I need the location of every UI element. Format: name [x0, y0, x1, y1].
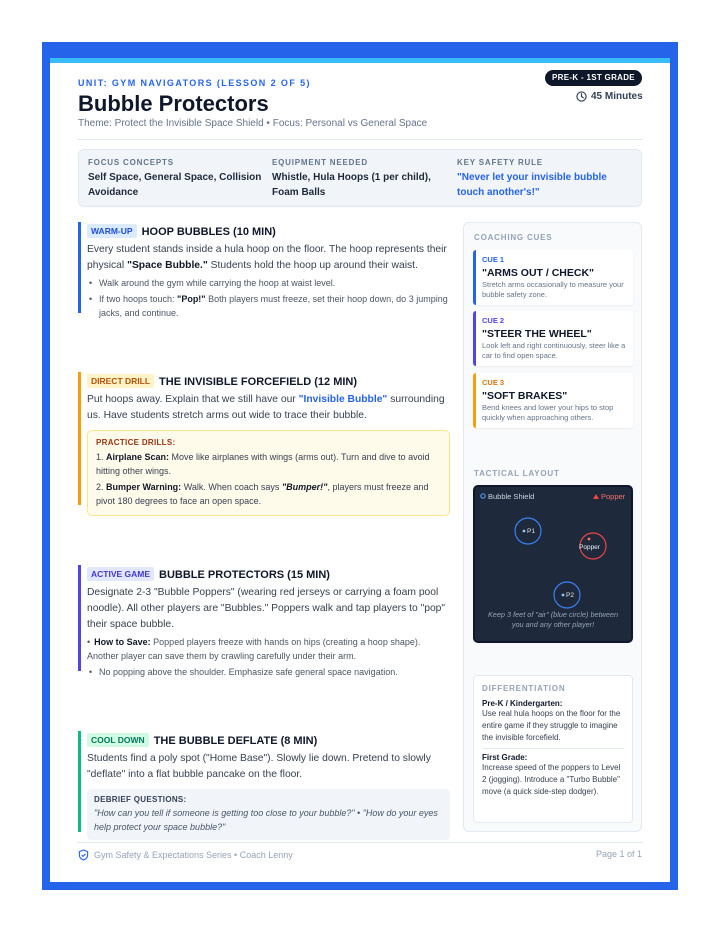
page-number: Page 1 of 1 — [595, 849, 642, 859]
game-text: Designate 2-3 "Bubble Poppers" (wearing red jerseys or carrying a foam pool noodle). All other players are "Bubbles." Poppers walk and tap players to "pop" their space bubble. — [87, 587, 446, 630]
clock-icon — [576, 91, 587, 102]
drill-tag: DIRECT DRILL — [87, 374, 154, 388]
p1-label: P1 — [527, 528, 535, 535]
warmup-text — [87, 242, 450, 274]
page-title: Bubble Protectors — [78, 91, 269, 116]
equipment-label: EQUIPMENT NEEDED — [272, 158, 368, 167]
popper-dot — [588, 538, 591, 541]
game-section — [78, 565, 450, 679]
cue-card-2 — [473, 311, 633, 366]
diff-first-head: First Grade: — [482, 753, 528, 762]
list-item: • If two hoops touch: "Pop!" Both players must freeze, set their hoop down, do 3 jumping jacks, and continue. — [89, 294, 448, 318]
focus-label: FOCUS CONCEPTS — [88, 158, 174, 167]
shield-check-icon — [78, 849, 89, 861]
legend-bubble-shield: Bubble Shield — [488, 492, 535, 501]
list-item: • How to Save: Popped players freeze with hands on hips (creating a hoop shape). Another player can save them by crawling carefully under their arm. — [87, 637, 421, 661]
safety-label: KEY SAFETY RULE — [457, 158, 543, 167]
cue-description: Stretch arms occasionally to measure your bubble safety zone. — [482, 280, 624, 299]
map-caption: Keep 3 feet of "air" (blue circle) between you and any other player! — [487, 610, 619, 629]
game-title: BUBBLE PROTECTORS (15 MIN) — [159, 569, 330, 581]
list-item: • Walk around the gym while carrying the hoop at waist level. — [89, 278, 336, 288]
focus-concepts — [88, 158, 266, 200]
diff-first-text: Increase speed of the poppers to Level 2 (jogging). Introduce a "Turbo Bubble" move (a quick side-step dodger). — [482, 763, 621, 796]
diff-divider — [482, 748, 624, 749]
drill-1-num: 1. — [96, 452, 107, 462]
drill-text-blue: "Invisible Bubble" — [298, 394, 388, 405]
game-tag: ACTIVE GAME — [87, 567, 154, 581]
drill-2-quote: "Bumper!" — [281, 482, 328, 492]
warmup-section — [78, 222, 450, 320]
p2-label: P2 — [566, 592, 574, 599]
cooldown-tag: COOL DOWN — [87, 733, 149, 747]
drill-item-2 — [96, 480, 441, 508]
game-bullet-2: No popping above the shoulder. Emphasize safe general space navigation. — [99, 667, 398, 677]
practice-drills-label: PRACTICE DRILLS: — [96, 438, 176, 447]
popper-legend-icon — [593, 494, 599, 499]
drill-bar — [78, 372, 81, 505]
drill-text — [87, 392, 450, 424]
duration — [576, 91, 644, 102]
cue-number: CUE 2 — [482, 316, 505, 325]
differentiation-label: DIFFERENTIATION — [482, 684, 566, 693]
footer-divider — [78, 842, 642, 843]
drill-2-text-2: , players must freeze and pivot 180 degrees to face an open space. — [96, 482, 429, 506]
p2-dot — [562, 594, 565, 597]
cue-title: "ARMS OUT / CHECK" — [482, 267, 595, 279]
p1-dot — [523, 530, 526, 533]
debrief-box — [87, 789, 450, 840]
cooldown-title: THE BUBBLE DEFLATE (8 MIN) — [153, 735, 318, 747]
game-bullet-1-bold: How to Save: — [94, 637, 151, 647]
cue-number: CUE 3 — [482, 378, 505, 387]
warmup-text-bold: "Space Bubble." — [127, 260, 208, 271]
theme-line: Theme: Protect the Invisible Space Shield • Focus: Personal vs General Space — [78, 118, 428, 129]
footer-series — [78, 849, 293, 861]
drill-1-text: Move like airplanes with wings (arms out). Turn and dive to avoid hitting other wings. — [96, 452, 430, 476]
safety-value: "Never let your invisible bubble touch another's!" — [457, 172, 607, 198]
debrief-questions: "How can you tell if someone is getting too close to your bubble?" • "How do your eyes help protect your space bubble?" — [94, 808, 438, 832]
drill-2-bold: Bumper Warning: — [106, 482, 182, 492]
tactical-layout-label: TACTICAL LAYOUT — [474, 469, 560, 478]
cue-title: "STEER THE WHEEL" — [482, 328, 592, 340]
cue-title: "SOFT BRAKES" — [482, 390, 568, 402]
footer-series-text: Gym Safety & Expectations Series • Coach Lenny — [94, 850, 293, 860]
key-safety-rule — [457, 158, 627, 200]
warmup-bar — [78, 222, 81, 313]
practice-drills-box — [87, 430, 450, 516]
bubble-legend-icon — [481, 494, 485, 498]
warmup-title: HOOP BUBBLES (10 MIN) — [141, 226, 276, 238]
warmup-bullet-2-bold: "Pop!" — [177, 294, 206, 304]
equipment-value: Whistle, Hula Hoops (1 per child), Foam Balls — [272, 172, 431, 198]
drill-2-text-1: Walk. When coach says — [181, 482, 282, 492]
diff-prek-text: Use real hula hoops on the floor for the entire game if they struggle to imagine the invisible forcefield. — [482, 709, 621, 742]
cue-description: Look left and right continuously, steer like a car to find open space. — [482, 341, 626, 360]
legend-popper: Popper — [601, 492, 626, 501]
warmup-tag: WARM-UP — [87, 224, 137, 238]
cue-description: Bend knees and lower your hips to stop quickly when approaching others. — [482, 403, 614, 422]
warmup-text-1: Every student stands inside a hula hoop on the floor. The hoop represents their physical — [87, 244, 447, 271]
warmup-bullet-2-pre: If two hoops touch: — [99, 294, 178, 304]
drill-text-2: surrounding us. Have students stretch arms out wide to trace their bubble. — [87, 394, 445, 421]
cooldown-bar — [78, 731, 81, 832]
popper-label: Popper — [579, 544, 600, 551]
warmup-text-2: Students hold the hoop up around their waist. — [207, 260, 418, 271]
grade-badge: PRE-K - 1ST GRADE — [545, 70, 642, 86]
cue-card-1 — [473, 250, 633, 305]
summary-panel — [78, 149, 642, 207]
cue-number: CUE 1 — [482, 255, 505, 264]
header-divider — [78, 139, 642, 140]
equipment-needed — [272, 158, 447, 200]
warmup-bullet-2-post: Both players must freeze, set their hoop down, do 3 jumping jacks, and continue. — [99, 294, 448, 318]
drill-text-1: Put hoops away. Explain that we still have our — [87, 394, 299, 405]
drill-section — [78, 372, 450, 516]
game-bar — [78, 565, 81, 671]
duration-text: 45 Minutes — [591, 91, 643, 102]
drill-2-num: 2. — [96, 482, 107, 492]
warmup-bullet-1: Walk around the gym while carrying the hoop at waist level. — [99, 278, 336, 288]
tactical-layout-diagram — [473, 485, 633, 643]
drill-item-1 — [96, 450, 441, 478]
differentiation-box — [473, 675, 633, 823]
cooldown-text: Students find a poly spot ("Home Base"). Slowly lie down. Pretend to slowly "deflate" into a flat bubble pancake on the floor. — [87, 753, 431, 780]
cue-card-3 — [473, 373, 633, 428]
diff-prek-head: Pre-K / Kindergarten: — [482, 699, 563, 708]
cooldown-section — [78, 731, 450, 840]
list-item: • No popping above the shoulder. Emphasize safe general space navigation. — [89, 667, 398, 677]
coaching-cues-label: COACHING CUES — [474, 233, 553, 242]
focus-value: Self Space, General Space, Collision Avoidance — [88, 172, 262, 198]
game-bullet-1-text: Popped players freeze with hands on hips (creating a hoop shape). Another player can save them by crawling carefully under their arm. — [87, 637, 421, 661]
debrief-label: DEBRIEF QUESTIONS: — [94, 795, 187, 804]
unit-label: UNIT: GYM NAVIGATORS (LESSON 2 OF 5) — [78, 78, 311, 88]
drill-title: THE INVISIBLE FORCEFIELD (12 MIN) — [159, 376, 358, 388]
drill-1-bold: Airplane Scan: — [106, 452, 170, 462]
top-accent-bar — [50, 58, 670, 63]
sidebar — [463, 222, 642, 832]
